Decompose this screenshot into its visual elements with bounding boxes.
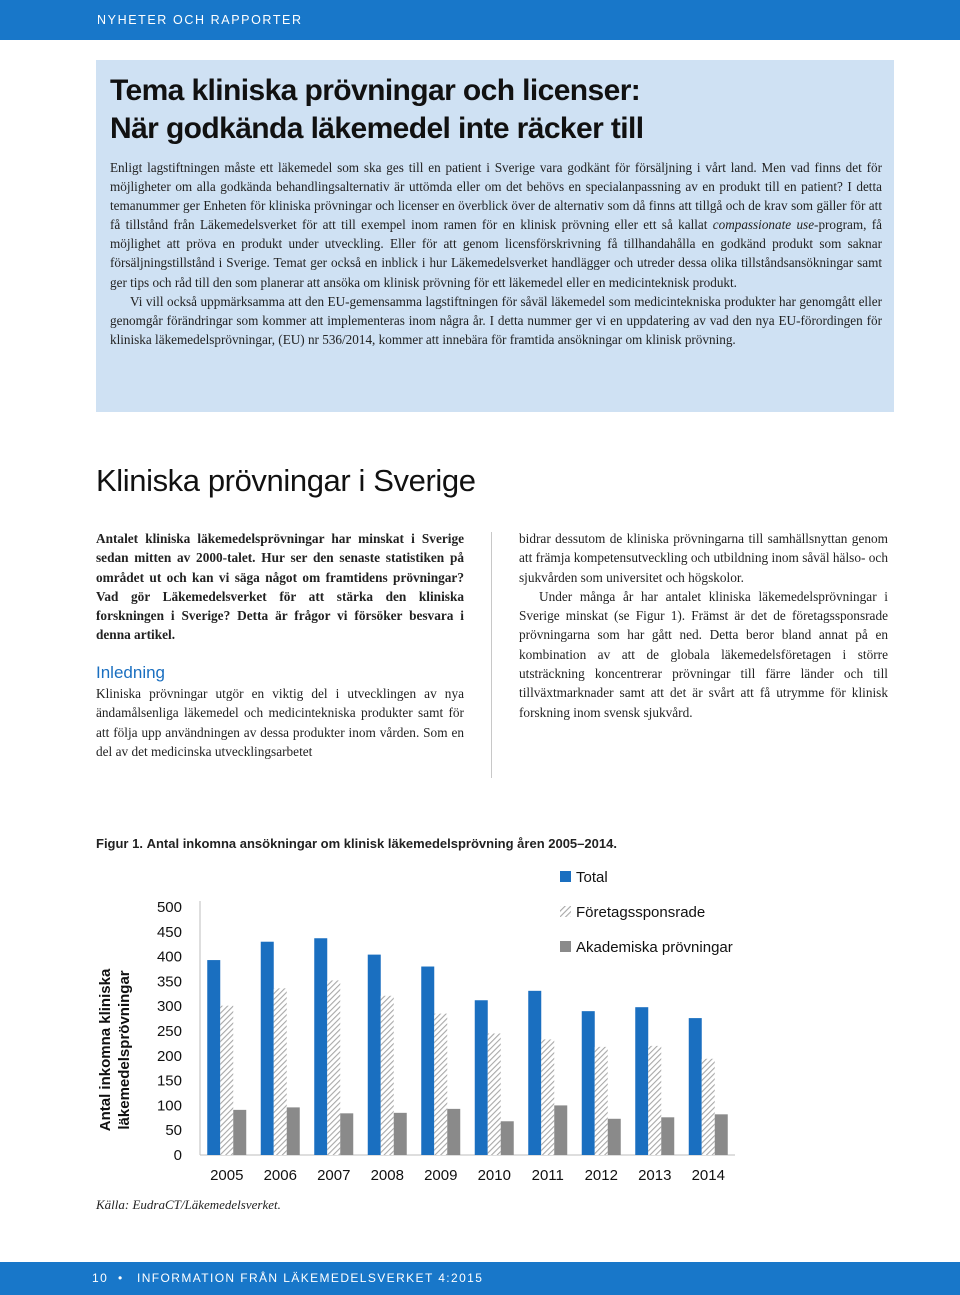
bar-akademiska bbox=[340, 1113, 353, 1155]
x-tick-label: 2006 bbox=[263, 1167, 297, 1184]
y-axis-label-line2: läkemedelsprövningar bbox=[116, 970, 133, 1130]
y-tick-label: 400 bbox=[156, 948, 182, 966]
section-label: NYHETER OCH RAPPORTER bbox=[97, 13, 303, 27]
theme-paragraph-1 bbox=[110, 158, 882, 292]
legend-foretagssponsrade-swatch bbox=[560, 906, 571, 917]
chart-legend bbox=[560, 869, 733, 956]
article-lead: Antalet kliniska läkemedelsprövningar har minskat i Sverige sedan mitten av 2000-talet. Hur ser den senaste statistiken på området ut och kan vi säga något om framtidens prövningar? Vad gör Läkemedelsverket för att stärka den kliniska forskningen i Sverige? Detta är frågor vi försöker besvara i denna artikel. bbox=[96, 531, 464, 643]
bar-akademiska bbox=[715, 1114, 728, 1155]
bar-foretagssponsrade bbox=[274, 988, 287, 1155]
column-divider bbox=[491, 532, 492, 778]
bar-foretagssponsrade bbox=[327, 980, 340, 1155]
y-tick-label: 150 bbox=[156, 1072, 182, 1090]
bar-akademiska bbox=[661, 1117, 674, 1155]
bar-foretagssponsrade bbox=[541, 1039, 554, 1155]
bar-akademiska bbox=[554, 1105, 567, 1155]
publication-name: INFORMATION FRÅN LÄKEMEDELSVERKET 4:2015 bbox=[137, 1271, 484, 1285]
bar-total bbox=[528, 991, 541, 1155]
bar-foretagssponsrade bbox=[702, 1059, 715, 1155]
bar-akademiska bbox=[394, 1113, 407, 1155]
bar-akademiska bbox=[287, 1107, 300, 1155]
article-left-column bbox=[96, 529, 464, 761]
theme-p1-part-a: Enligt lagstiftningen måste ett läkemedel som ska ges till en patient i Sverige vara godkänt för försäljning i vårt land. Men vad finns det för möjligheter om alla godkända behandlingsalternativ är uttömda eller om det behövs en specialanpassning av en produkt till en patient? I detta temanummer ger Enheten för kliniska prövningar och licenser en överblick över de alternativ som då finns att tillgå och de krav som gäller för att få tillstånd från Läkemedelsverket för att till exempel inom ramen för en klinisk prövning eller ett så kallat bbox=[110, 160, 882, 233]
footer-bullet: • bbox=[118, 1271, 124, 1285]
article-title: Kliniska prövningar i Sverige bbox=[96, 463, 476, 498]
bar-foretagssponsrade bbox=[434, 1014, 447, 1155]
theme-p1-part-b: -program, få möjlighet att pröva en produkt under utveckling. Eller för att genom licensförskrivning få tillhandahålla en godkänd produkt som saknar försäljningstillstånd i Sverige. Temat ger också en inblick i hur Läkemedelsverket handlägger och utreder dessa olika tillståndsansökningar samt ger tips och råd till den som planerar att ansöka om klinisk prövning för ett läkemedel eller en medicinteknisk produkt. bbox=[110, 217, 882, 290]
legend-foretagssponsrade-label: Företagssponsrade bbox=[576, 904, 706, 921]
subheading-inledning: Inledning bbox=[96, 662, 166, 682]
legend-total-swatch bbox=[560, 871, 571, 882]
footer-bar bbox=[0, 1262, 960, 1295]
x-tick-label: 2010 bbox=[477, 1167, 511, 1184]
x-tick-label: 2007 bbox=[317, 1167, 351, 1184]
bar-foretagssponsrade bbox=[488, 1033, 501, 1155]
x-tick-label: 2011 bbox=[531, 1167, 564, 1184]
bar-total bbox=[635, 1007, 648, 1155]
bar-total bbox=[475, 1000, 488, 1155]
figure-caption bbox=[96, 836, 617, 851]
bar-total bbox=[261, 942, 274, 1155]
theme-title bbox=[110, 72, 870, 148]
bar-total bbox=[689, 1018, 702, 1155]
bar-total bbox=[207, 960, 220, 1155]
article-right-column bbox=[519, 529, 888, 722]
y-tick-label: 450 bbox=[156, 923, 182, 941]
article-right-paragraph-2: Under många år har antalet kliniska läkemedelsprövningar i Sverige minskat (se Figur 1). Främst är det de företagssponsrade prövningarna som har gått ned. Detta beror bland annat på en kombination av att de globala läkemedelsföretagen i större utsträckning koncentrerar prövningar till färre länder och till tillväxtmarknader samt att det är svårt att få utrymme för klinisk forskning inom svensk sjukvård. bbox=[519, 588, 888, 720]
bar-total bbox=[368, 955, 381, 1155]
article-right-paragraph-1: bidrar dessutom de kliniska prövningarna till samhällsnyttan genom att främja kompetensutveckling och utbildning inom såväl hälso- och sjukvården som universitet och högskolor. bbox=[519, 531, 888, 585]
x-tick-label: 2012 bbox=[584, 1167, 618, 1184]
y-tick-label: 0 bbox=[173, 1147, 182, 1164]
bar-akademiska bbox=[233, 1110, 246, 1155]
top-banner bbox=[0, 0, 960, 40]
x-tick-label: 2005 bbox=[210, 1167, 244, 1184]
y-tick-label: 500 bbox=[156, 899, 182, 916]
bar-akademiska bbox=[447, 1109, 460, 1155]
y-tick-label: 350 bbox=[156, 973, 182, 991]
legend-akademiska-swatch bbox=[560, 941, 571, 952]
y-axis-label-line1: Antal inkomna kliniska bbox=[97, 968, 114, 1132]
figure-label: Figur 1. bbox=[96, 836, 143, 851]
x-tick-label: 2014 bbox=[691, 1167, 725, 1184]
bar-foretagssponsrade bbox=[220, 1006, 233, 1155]
bar-chart bbox=[90, 860, 770, 1196]
theme-title-line1: Tema kliniska prövningar och licenser: bbox=[110, 74, 641, 107]
theme-title-line2: När godkända läkemedel inte räcker till bbox=[110, 112, 644, 145]
bar-akademiska bbox=[501, 1121, 514, 1155]
figure-caption-text: Antal inkomna ansökningar om klinisk läkemedelsprövning åren 2005–2014. bbox=[146, 836, 617, 851]
theme-paragraph-2: Vi vill också uppmärksamma att den EU-gemensamma lagstiftningen för såväl läkemedel som medicintekniska produkter har genomgått eller genomgår förändringar som kommer att implementeras inom några år. I detta nummer ger vi en uppdatering av vad den nya EU-förordingen för kliniska läkemedelsprövningar, (EU) nr 536/2014, kommer att innebära för framtida ansökningar om klinisk prövning. bbox=[110, 293, 882, 347]
bar-total bbox=[421, 967, 434, 1155]
theme-body bbox=[110, 158, 882, 349]
y-tick-label: 250 bbox=[156, 1023, 182, 1040]
x-tick-label: 2009 bbox=[424, 1167, 458, 1184]
bar-foretagssponsrade bbox=[381, 996, 394, 1155]
y-tick-label: 100 bbox=[156, 1097, 182, 1115]
legend-total-label: Total bbox=[576, 869, 608, 886]
article-intro: Kliniska prövningar utgör en viktig del i utvecklingen av nya ändamålsenliga läkemedel och medicintekniska produkter samt för att följa upp användningen av dessa produkter inom vården. Som en del av det medicinska utvecklingsarbetet bbox=[96, 686, 464, 759]
chart-bars bbox=[207, 938, 728, 1155]
bar-total bbox=[314, 938, 327, 1155]
bar-total bbox=[582, 1011, 595, 1155]
bar-foretagssponsrade bbox=[595, 1047, 608, 1155]
bar-akademiska bbox=[608, 1119, 621, 1155]
figure-source: Källa: EudraCT/Läkemedelsverket. bbox=[96, 1197, 281, 1212]
page-number: 10 bbox=[92, 1271, 109, 1285]
y-tick-label: 300 bbox=[156, 998, 182, 1016]
legend-akademiska-label: Akademiska prövningar bbox=[576, 939, 733, 956]
bar-foretagssponsrade bbox=[648, 1046, 661, 1155]
theme-p1-emphasis: compassionate use bbox=[712, 217, 815, 233]
x-tick-label: 2013 bbox=[638, 1167, 672, 1184]
y-tick-label: 200 bbox=[156, 1047, 182, 1065]
y-tick-label: 50 bbox=[165, 1122, 182, 1140]
theme-box bbox=[96, 60, 894, 412]
x-tick-label: 2008 bbox=[370, 1167, 404, 1184]
